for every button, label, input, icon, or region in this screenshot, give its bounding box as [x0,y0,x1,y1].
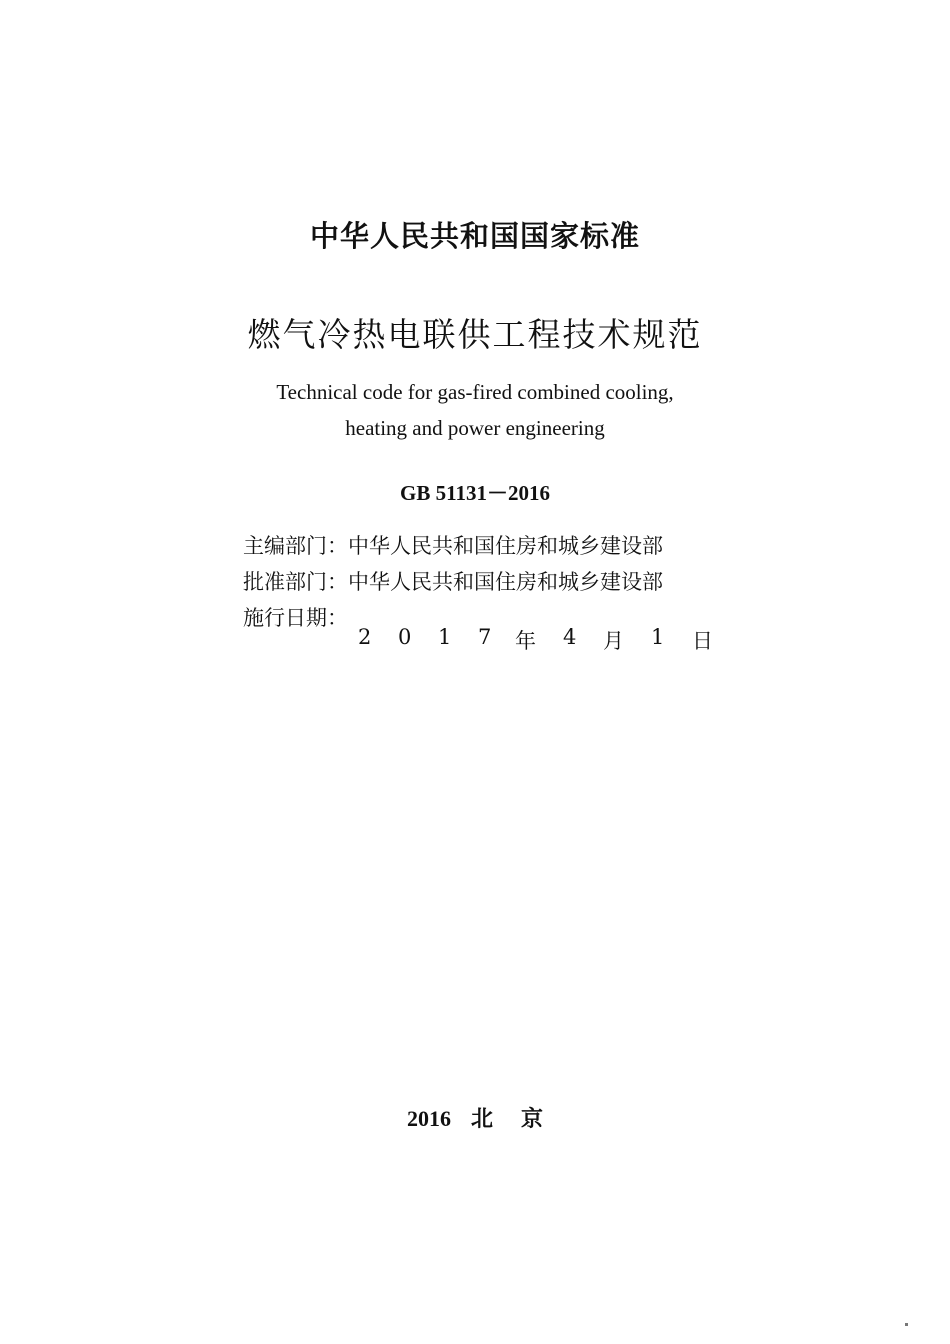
publication-year: 2016 [406,1106,451,1131]
publication-place-year [0,1102,950,1133]
approval-label: 批准部门： [243,570,348,594]
publication-city-char-1: 北 [470,1106,493,1131]
chief-editor-label: 主编部门： [243,534,348,558]
approval-line [243,566,663,596]
chinese-title: 燃气冷热电联供工程技术规范 [247,315,703,354]
chief-editor-line [243,530,663,560]
effective-date-label: 施行日期： [243,606,348,630]
date-digit: 4 [563,625,577,649]
english-title-line-2: heating and power engineering [345,416,605,440]
date-digit: 1 [438,625,452,649]
date-digit: 2 [358,625,372,649]
date-month-char: 月 [603,629,624,653]
approval-value: 中华人民共和国住房和城乡建设部 [348,570,663,594]
chief-editor-value: 中华人民共和国住房和城乡建设部 [348,534,663,558]
effective-date-line [243,602,818,653]
date-year-char: 年 [515,629,536,653]
english-title-line-1: Technical code for gas-fired combined cooling, [276,380,674,404]
date-day-char: 日 [692,629,713,653]
scan-speck [905,1323,908,1326]
national-standard-heading: 中华人民共和国国家标准 [309,219,640,253]
standard-code: GB 51131－2016 [400,481,550,505]
date-digit: 7 [478,625,492,649]
date-digit: 1 [651,625,665,649]
date-digit: 0 [398,625,412,649]
publication-city-char-2: 京 [521,1106,544,1131]
